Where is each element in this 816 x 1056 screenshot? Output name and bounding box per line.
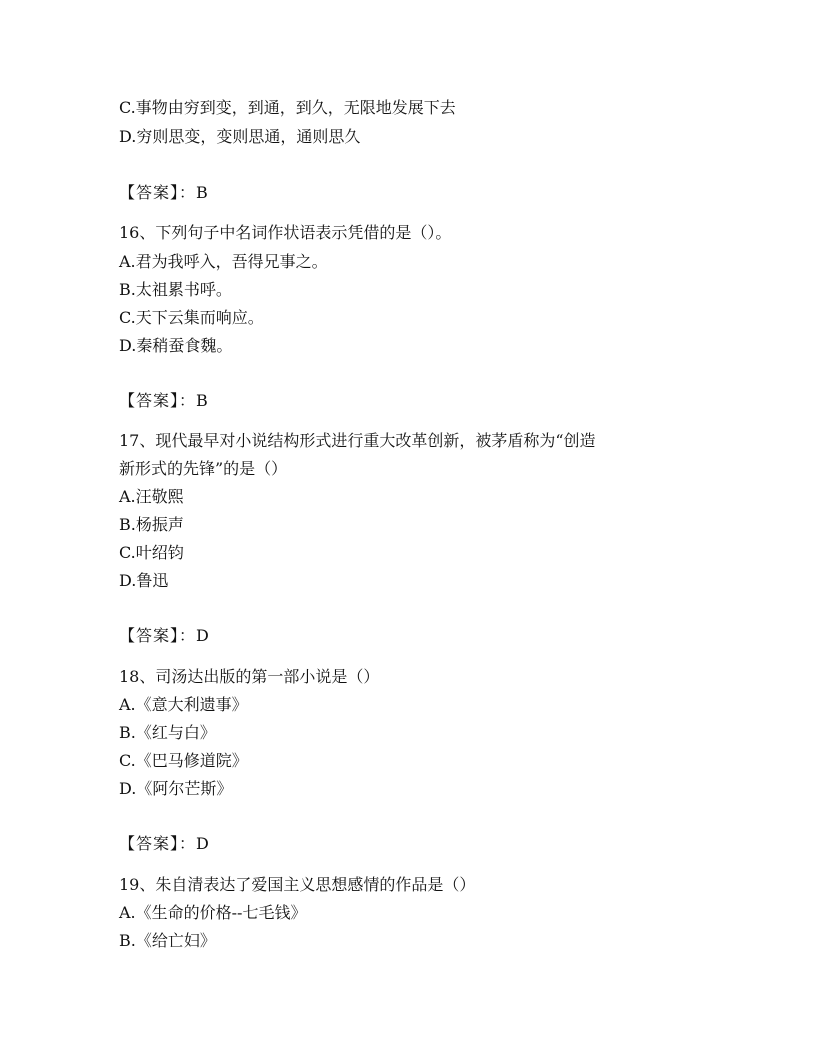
option-a-q19: A.《生命的价格--七毛钱》 bbox=[119, 903, 307, 922]
option-c-q18: C.《巴马修道院》 bbox=[119, 751, 248, 770]
question-16: 16、下列句子中名词作状语表示凭借的是（）。 bbox=[119, 223, 452, 242]
question-19: 19、朱自清表达了爱国主义思想感情的作品是（） bbox=[119, 875, 476, 894]
option-d-q18: D.《阿尔芒斯》 bbox=[119, 779, 233, 798]
option-b-q19: B.《给亡妇》 bbox=[119, 931, 216, 950]
option-b-q18: B.《红与白》 bbox=[119, 723, 216, 742]
option-d-q17: D.鲁迅 bbox=[119, 571, 169, 590]
question-17-line-2: 新形式的先锋”的是（） bbox=[119, 459, 288, 478]
option-a-q18: A.《意大利遗事》 bbox=[119, 695, 248, 714]
option-c-q17: C.叶绍钧 bbox=[119, 543, 184, 562]
answer-q16: 【答案】：B bbox=[119, 391, 209, 410]
option-a-q17: A.汪敬熙 bbox=[119, 487, 184, 506]
question-17-line-1: 17、现代最早对小说结构形式进行重大改革创新，被茅盾称为“创造 bbox=[119, 431, 596, 450]
option-d-q15: D.穷则思变，变则思通，通则思久 bbox=[119, 127, 361, 146]
option-a-q16: A.君为我呼入，吾得兄事之。 bbox=[119, 252, 328, 271]
option-b-q16: B.太祖累书呼。 bbox=[119, 280, 232, 299]
answer-q18: 【答案】：D bbox=[119, 834, 210, 853]
question-18: 18、司汤达出版的第一部小说是（） bbox=[119, 667, 380, 686]
option-c-q15: C.事物由穷到变，到通，到久，无限地发展下去 bbox=[119, 98, 456, 117]
option-d-q16: D.秦稍蚕食魏。 bbox=[119, 336, 233, 355]
option-b-q17: B.杨振声 bbox=[119, 515, 184, 534]
option-c-q16: C.天下云集而响应。 bbox=[119, 308, 264, 327]
answer-q15: 【答案】：B bbox=[119, 183, 209, 202]
answer-q17: 【答案】：D bbox=[119, 626, 210, 645]
